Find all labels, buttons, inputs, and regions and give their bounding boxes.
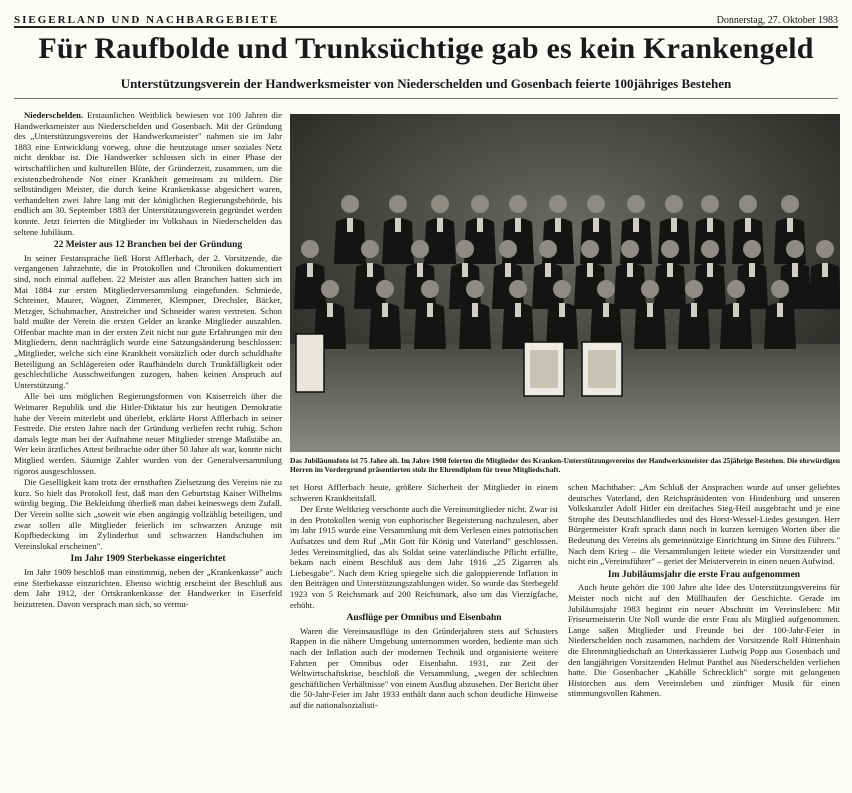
paragraph: In seiner Festansprache ließ Horst Afflerbach, der 2. Vorsitzende, die vergangenen Jahrzehnte, die in Protokollen und Chroniken dokumentiert sind, noch einmal aufleben. 22 Meister aus allen Branchen hatten sich im Mai 1884 zur ersten Mitgliederversammlung eingefunden. Schmiede, Schreiner, Maurer, Wagner, Zimmerer, Klempner, Drechsler, Bäcker, Metzger, Schuhmacher, Anstreicher und Schneider waren vertreten. Schon bald mußte der Verein die ersten Gelder an kranke Mitglieder auszahlen. Offenbar machte man in der ersten Zeit nicht nur gute Erfahrungen mit den Mitgliedern, denn nachträglich wurde eine Satzungsänderung beschlossen: „Mitglieder, welche sich eine Krankheit vorsätzlich oder durch schuldhafte Beteiligung an Schlägereien oder Raufhändeln durch Trunkfälligkeit oder geschlechtliche Ausschweifungen zuzogen, haben keinen Anspruch auf Unterstützung." <box>14 252 282 390</box>
paragraph: Waren die Vereinsausflüge in den Gründerjahren stets auf Schusters Rappen in die nähere Umgebung unternommen worden, bediente man sich nach der Inflation auch der modernen Technik und organisierte weitere Fahrten per Omnibus oder Eisenbahn. 1931, zur Zeit der Weltwirtschaftskrise, beschloß die Versammlung, „wegen der schlechten geschäftlichen Verhältnisse" von einem Ausflug abzusehen. Der Bericht über die 50-Jahr-Feier im Jahr 1933 enthält dann auch schon deutliche Hinweise auf die nationalsozialisti- <box>290 625 558 710</box>
paragraph: Erstaunlichen Weitblick bewiesen vor 100 Jahren die Handwerksmeister aus Niederschelden und Gosenbach. Mit der Gründung des „Unterstützungsvereins der Handwerksmeister" nahmen sie im Jahr 1883 eine Entwicklung vorweg, ohne die heutzutage unser soziales Netz nicht denkbar ist. Die Handwerker schlossen sich in einer Phase der wirtschaftlichen und kulturellen Blüte, der Gründerzeit, zusammen, um die existenzbedrohende Not einer Krankheit gemeinsam zu mildern. Die selbständigen Meister, die durch keine Krankenkasse abgesichert waren, verhandelten zwei Jahre lang mit der königlichen Regierungsbehörde, bis endlich am 30. September 1883 der Unterstützungsverein gegründet werden konnte. Jetzt feierten die Mitglieder im Volkshaus in Niederschelden das seltene Jubiläum. <box>14 110 282 237</box>
subheading: 22 Meister aus 12 Branchen bei der Gründung <box>53 240 243 251</box>
headline: Für Raufbolde und Trunksüchtige gab es kein Krankengeld <box>38 32 814 65</box>
group-photo-image <box>290 114 840 452</box>
divider <box>14 98 838 99</box>
subheading: Ausflüge per Omnibus und Eisenbahn <box>346 613 502 624</box>
subheading: Im Jubiläumsjahr die erste Frau aufgenommen <box>607 569 801 580</box>
article-column-2 <box>290 482 558 782</box>
paragraph: Die Geselligkeit kam trotz der ernsthaften Zielsetzung des Vereins nie zu kurz. So hielt das Protokoll fest, daß man den Geburtstag Kaiser Wilhelms würdig beging. Die Bekleidung überließ man dabei keineswegs dem Zufall. Der Verein sollte sich „soweit wie eben angängig vollzählig beteiligen, und zwar sollen alle Mitglieder feierlich im schwarzen Anzuge mit Kopfbedeckung im Zylinderhut und schwarzen Handschuhen im Vereinslokal erscheinen". <box>14 477 282 551</box>
article-column-1 <box>14 110 282 780</box>
historic-group-photo <box>290 114 840 452</box>
dateline: Niederschelden. <box>24 110 84 120</box>
page-header <box>14 8 838 28</box>
section-name: SIEGERLAND UND NACHBARGEBIETE <box>14 14 280 26</box>
subheadline: Unterstützungsverein der Handwerksmeister von Niederschelden und Gosenbach feierte 100jähriges Bestehen <box>120 76 732 91</box>
photo-caption: Das Jubiläumsfoto ist 75 Jahre alt. Im Jahre 1908 feierten die Mitglieder des Kranken-Unterstützungsvereins der Handwerksmeister das 25jährige Bestehen. Die ehrwürdigen Herren im Vordergrund präsentierten stolz ihr Ehrendiplom für treue Mitgliedschaft. <box>290 456 840 474</box>
paragraph: Im Jahr 1909 beschloß man einstimmig, neben der „Krankenkasse" auch eine Sterbekasse einzurichten. Ebenso wichtig erscheint der Beschluß aus dem Jahr 1912, der Ortskrankenkasse der Handwerker in Eiserfeld beizutreten. Davon versprach man sich, so vermu- <box>14 566 282 609</box>
article-column-3 <box>568 482 840 782</box>
paragraph: schen Machthaber: „Am Schluß der Ansprachen wurde auf unser geliebtes deutsches Vaterland, den Reichspräsidenten von Hindenburg und unseren Volkskanzler Adolf Hitler ein dreifaches Sieg-Heil ausgebracht und je eine Strophe des Deutschlandliedes und des Horst-Wessel-Liedes gesungen. Herr Bürgermeister Kraft sprach dann noch in kurzen kernigen Worten über die Bedeutung des Vereins als gemeinnützige Einrichtung im Sinne des Führers." Nach dem Krieg – die Versammlungen leitete wieder ein Vorsitzender und nicht ein „Vereinsführer" – geriet der Meisterverein in einen neuen Aufwind. <box>568 482 840 567</box>
issue-date: Donnerstag, 27. Oktober 1983 <box>716 15 838 26</box>
paragraph: Alle bei uns möglichen Regierungsformen von Kaiserreich über die Weimarer Republik und die Hitler-Diktatur bis zur heutigen Demokratie habe der Verein miterlebt und überlebt, erklärte Horst Afflerbach in seiner Festrede. Die ersten Jahre nach der Gründung verliefen recht ruhig. Schon damals legte man bei der Aufnahme neuer Mitglieder strenge Maßstäbe an. Wer kein ärztliches Attest beibrachte oder über 50 Jahre alt war, konnte nicht Mitglied werden. Säumige Zahler wurden von der Generalversammlung rigoros ausgeschlossen. <box>14 391 282 476</box>
paragraph: tet Horst Afflerbach heute, größere Sicherheit der Mitglieder in einem schweren Krankheitsfall. <box>290 482 558 503</box>
subheading: Im Jahr 1909 Sterbekasse eingerichtet <box>70 554 226 565</box>
paragraph: Der Erste Weltkrieg verschonte auch die Vereinsmitglieder nicht. Zwar ist in den Protokollen wenig von euphorischer Begeisterung nachzulesen, aber im Jahr 1915 wurde eine Versammlung mit dem Verlesen eines patriotischen Aufsatzes und dem Ruf „Mit Gott für König und Vaterland" geschlossen. Jedes Vereinsmitglied, das als Soldat seine vaterländische Pflicht erfüllte, bekam nach einem Beschluß aus dem Jahr 1916 „25 Zigarren als Liebesgabe". Nach dem Krieg spiegelte sich die galoppierende Inflation in den Beiträgen und Unterstützungszahlungen wider. So wurde das Sterbegeld 1923 von 5 Reichsmark auf 200 Reichsmark, also um das Vierzigfache, erhöht. <box>290 504 558 610</box>
paragraph: Auch heute gehört die 100 Jahre alte Idee des Unterstützungsvereins für Meister noch nicht auf den Müllhaufen der Geschichte. Gerade im Jubiläumsjahr 1983 beginnt ein neuer Abschnitt im Vereinsleben: Mit Friseurmeisterin Ute Noll wurde die erste Frau als Mitglied aufgenommen. Lange saßen Mitglieder und Freunde bei der 100-Jahr-Feier in Niederschelden noch zusammen, nachdem der Vorsitzende Rolf Hüttenhain die Ehrenmitgliedschaft an Unterkassierer Ludwig Popp aus Gosenbach und den langjährigen Vorsitzenden Helmut Panthel aus Niederschelden verliehen hatte. Die Gosenbacher „Kabälle Schrecklich" sorgte mit gelungenen Historchen aus dem Vereinsleben und zünftiger Musik für einen stimmungsvollen Rahmen. <box>568 582 840 699</box>
